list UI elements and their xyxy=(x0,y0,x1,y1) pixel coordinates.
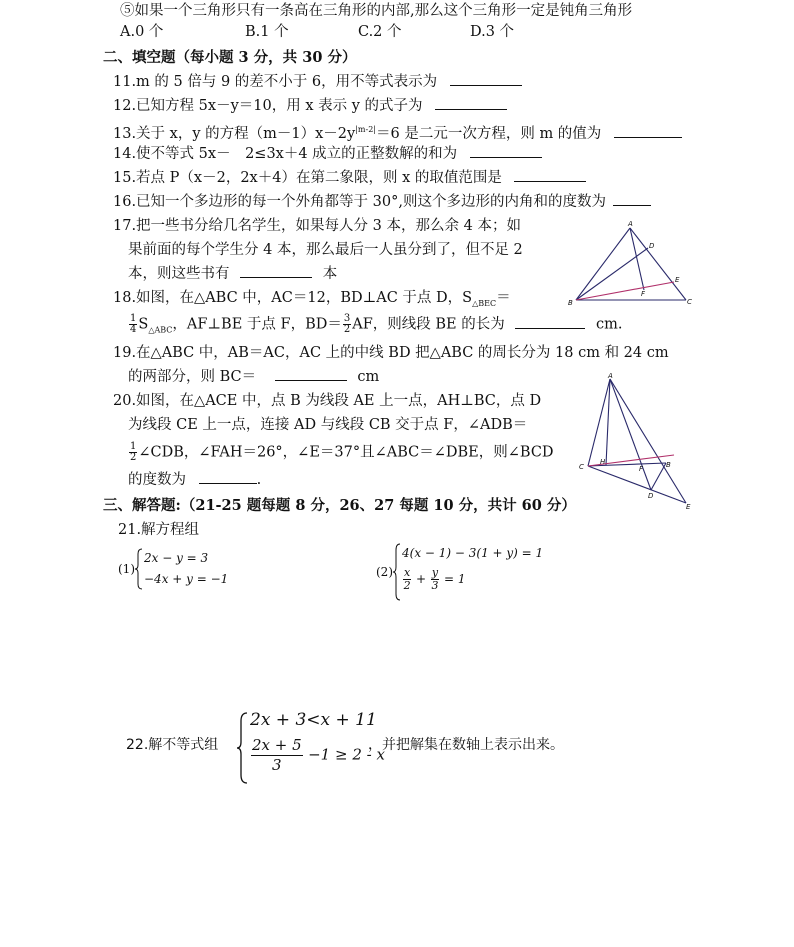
q13-text-b: ＝6 是二元一次方程，则 m 的值为 xyxy=(376,125,602,142)
q22-inequality-1: 2x + 3<x + 11 xyxy=(250,710,377,730)
q14-text: 14.使不等式 5x－ 2≤3x＋4 成立的正整数解的和为 xyxy=(113,146,458,162)
q21-system-1 xyxy=(118,548,268,592)
fig20-label-e: E xyxy=(686,503,691,511)
q19-text: 的两部分，则 BC＝ xyxy=(128,369,257,385)
fig17-label-c: C xyxy=(687,298,692,306)
q19-line2 xyxy=(128,368,379,386)
q15-text: 15.若点 P（x－2，2x＋4）在第二象限，则 x 的取值范围是 xyxy=(113,170,502,186)
q21-2-equation-1: 4(x − 1) − 3(1 + y) = 1 xyxy=(402,546,544,560)
q18-text-a: 18.如图，在△ABC 中，AC＝12，BD⊥AC 于点 D，S xyxy=(113,290,473,306)
q20-line3 xyxy=(128,442,554,463)
fig20-label-f: F xyxy=(639,465,644,473)
q19-unit: cm xyxy=(357,369,380,385)
q22-instruction: ，并把解集在数轴上表示出来。 xyxy=(368,737,564,753)
fig20-label-h: H xyxy=(600,458,606,466)
q21-2-rhs: = 1 xyxy=(443,572,466,586)
q13-text-a: 13.关于 x，y 的方程（m－1）x－2y xyxy=(113,125,356,142)
q21-1-equation-1: 2x − y = 3 xyxy=(144,551,209,565)
q18-text-d: AF，则线段 BE 的长为 xyxy=(352,316,505,333)
q20-text: ∠CDB，∠FAH＝26°，∠E＝37°且∠ABC＝∠DBE，则∠BCD xyxy=(138,444,554,461)
q10-option-d: D.3 个 xyxy=(470,24,515,40)
q20-answer-blank[interactable] xyxy=(199,471,257,484)
q22-inequality-2 xyxy=(250,736,385,775)
q15 xyxy=(113,169,586,187)
fig20-label-d: D xyxy=(648,492,654,500)
section2-heading: 二、填空题（每小题 3 分，共 30 分） xyxy=(103,49,357,66)
fig17-label-e: E xyxy=(675,276,680,284)
q20-period: . xyxy=(256,472,262,488)
q16-answer-blank[interactable] xyxy=(613,193,651,206)
fig17-label-f: F xyxy=(641,290,646,298)
q22-fraction: $\frac{2x + 5}{3}$ xyxy=(252,736,302,774)
q11-answer-blank[interactable] xyxy=(450,73,522,86)
q10-statement-5: ⑤如果一个三角形只有一条高在三角形的内部,那么这个三角形一定是钝角三角形 xyxy=(120,3,633,19)
q20-line1: 20.如图，在△ACE 中，点 B 为线段 AE 上一点，AH⊥BC，点 D xyxy=(113,393,542,409)
triangle-ace-figure xyxy=(578,373,696,511)
q20-text-b: 的度数为 xyxy=(128,472,186,488)
q21-1-label: (1) xyxy=(118,562,135,576)
q21-1-equation-2: −4x + y = −1 xyxy=(144,572,229,586)
q21-1-brace xyxy=(135,548,143,590)
fig20-label-c: C xyxy=(579,463,584,471)
q14 xyxy=(113,145,542,163)
q12-text: 12.已知方程 5x－y＝10，用 x 表示 y 的式子为 xyxy=(113,98,423,114)
q18-unit: cm. xyxy=(595,316,623,333)
q21-2-fraction-y-third: $\frac{y}{3}$ xyxy=(431,566,439,592)
q17-text-a: 本，则这些书有 xyxy=(128,266,230,282)
fig17-label-b: B xyxy=(568,299,573,307)
q10-option-a: A.0 个 xyxy=(120,24,164,40)
q18-text-b: ＝ xyxy=(496,290,511,306)
q11 xyxy=(113,73,522,91)
q16 xyxy=(113,193,651,211)
q13 xyxy=(113,121,682,143)
q18-subscript-abc: △ABC xyxy=(148,325,173,335)
fig20-label-b: B xyxy=(666,461,671,469)
q17-line1: 17.把一些书分给几名学生，如果每人分 3 本，那么余 4 本；如 xyxy=(113,218,521,234)
q18-text-s: S xyxy=(138,316,149,333)
q17-line3 xyxy=(128,265,337,283)
q16-text: 16.已知一个多边形的每一个外角都等于 30°,则这个多边形的内角和的度数为 xyxy=(113,194,606,210)
q12 xyxy=(113,97,507,115)
q22-brace xyxy=(236,712,248,784)
q12-answer-blank[interactable] xyxy=(435,97,507,110)
q20-fraction-half: $\frac{1}{2}$ xyxy=(130,441,137,463)
q21-2-label: (2) xyxy=(376,565,393,579)
q22 xyxy=(126,710,646,788)
q17-text-b: 本 xyxy=(322,266,338,282)
q18-fraction-quarter: $\frac{1}{4}$ xyxy=(130,313,137,335)
q22-title: 22.解不等式组 xyxy=(126,737,219,753)
q11-text: 11.m 的 5 倍与 9 的差不小于 6，用不等式表示为 xyxy=(113,74,438,90)
q18-line2 xyxy=(128,314,622,339)
q13-exponent: |m-2| xyxy=(355,125,376,134)
q21-2-brace xyxy=(393,543,401,601)
q17-line2: 果前面的每个学生分 4 本，那么最后一人虽分到了，但不足 2 xyxy=(128,242,523,258)
q17-answer-blank[interactable] xyxy=(240,265,312,278)
q10-option-b: B.1 个 xyxy=(245,24,289,40)
q21-title: 21.解方程组 xyxy=(118,522,200,538)
q19-answer-blank[interactable] xyxy=(275,368,347,381)
q19-line1: 19.在△ABC 中，AB＝AC，AC 上的中线 BD 把△ABC 的周长分为 18 cm 和 24 cm xyxy=(113,345,669,361)
q18-text-c: ，AF⊥BE 于点 F，BD＝ xyxy=(172,316,342,333)
q13-answer-blank[interactable] xyxy=(614,125,682,138)
q10-option-c: C.2 个 xyxy=(358,24,402,40)
q22-rhs: −1 ≥ 2 - x xyxy=(308,745,385,764)
q20-line2: 为线段 CE 上一点，连接 AD 与线段 CB 交于点 F，∠ADB＝ xyxy=(128,417,528,433)
q18-line1 xyxy=(113,289,511,313)
q21-2-equation-2: $\frac{x}{2}$ + $\frac{y}{3}$ = 1 xyxy=(403,566,466,592)
q18-answer-blank[interactable] xyxy=(515,316,585,329)
q18-subscript-bec: △BEC xyxy=(472,298,497,308)
fig17-label-a: A xyxy=(628,220,633,228)
q21-system-2 xyxy=(376,543,576,601)
q20-line4 xyxy=(128,471,261,489)
q21-2-fraction-x-half: $\frac{x}{2}$ xyxy=(403,566,411,592)
q14-answer-blank[interactable] xyxy=(470,145,542,158)
fig20-label-a: A xyxy=(608,373,613,380)
q18-fraction-three-halves: $\frac{3}{2}$ xyxy=(343,313,351,335)
triangle-abc-figure xyxy=(568,220,698,310)
q15-answer-blank[interactable] xyxy=(514,169,586,182)
fig17-label-d: D xyxy=(649,242,655,250)
section3-heading: 三、解答题:（21-25 题每题 8 分，26、27 每题 10 分，共计 60 分） xyxy=(103,497,576,514)
